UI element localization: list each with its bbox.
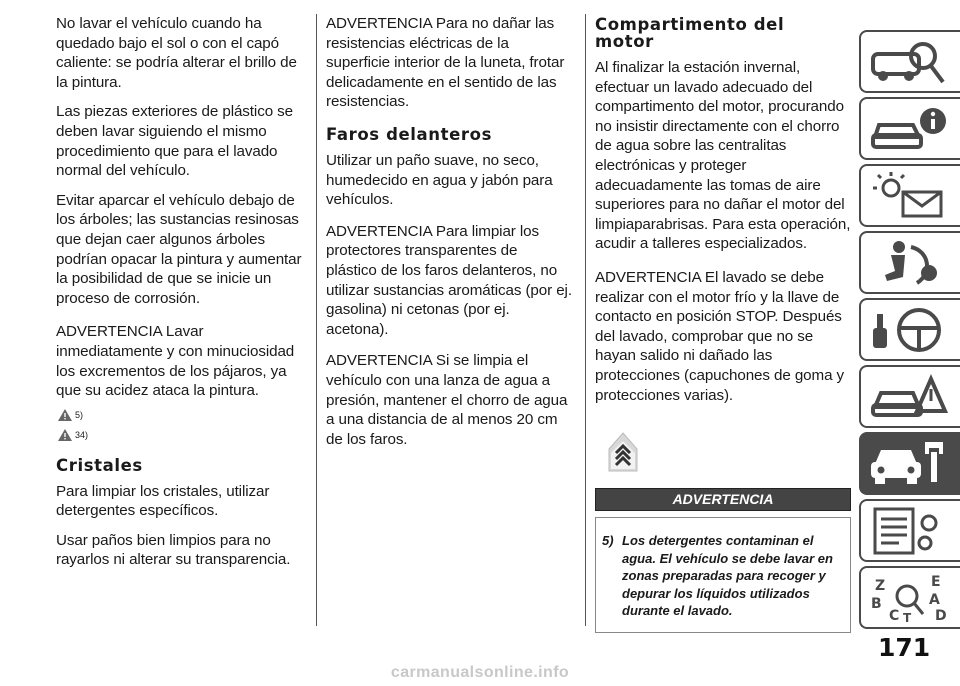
index-letter: E	[931, 574, 941, 590]
column-2	[326, 14, 572, 459]
warning-triangle-icon	[58, 409, 72, 421]
paragraph: Las piezas exteriores de plástico se deben lavar siguiendo el mismo procedimiento que para el lavado normal del vehículo.	[56, 103, 293, 180]
airbag-safety-icon	[869, 237, 949, 289]
warning-note-number: 5)	[602, 533, 614, 549]
car-info-icon	[869, 103, 949, 155]
section-heading: Cristales	[56, 455, 143, 475]
index-letter: B	[871, 596, 882, 612]
tab-alphabetical-index[interactable]	[859, 566, 960, 629]
warning-title-bar: ADVERTENCIA	[595, 488, 851, 511]
paragraph: ADVERTENCIA El lavado se debe realizar con el motor frío y la llave de contacto en posición STOP. Después del lavado, comprobar que no se hayan salido ni dañado las protecciones (capuchones de goma y protecciones varias).	[595, 268, 845, 404]
watermark: carmanualsonline.info	[390, 664, 570, 681]
column-3	[595, 14, 851, 633]
page-number: 171	[878, 633, 931, 662]
paragraph: Al finalizar la estación invernal, efectuar un lavado adecuado del compartimento del motor, procurando no insistir directamente con el chorro de agua sobre las centralitas electrónicas y proteger adecuadamente las tomas de aire superiores para no dañar el motor del limpiaparabrisas. Para esta operación, acudir a talleres especializados.	[595, 59, 851, 253]
section-heading: Faros delanteros	[326, 124, 492, 144]
tab-warning-lights[interactable]	[859, 164, 960, 227]
paragraph: Para limpiar los cristales, utilizar detergentes específicos.	[56, 482, 270, 520]
paragraph: ADVERTENCIA Para limpiar los protectores transparentes de plástico de los faros delanteros, no utilizar sustancias aromáticas (por ej. gasolina) ni cetonas (por ej. acetona).	[326, 222, 572, 338]
reference-number: 34)	[75, 429, 89, 440]
tab-safety[interactable]	[859, 231, 960, 294]
steering-wheel-icon	[869, 304, 949, 356]
car-search-icon	[869, 36, 949, 88]
index-letter: A	[929, 592, 940, 608]
paragraph: Usar paños bien limpios para no rayarlos ni alterar su transparencia.	[56, 531, 291, 569]
index-letter: C	[889, 608, 900, 624]
warning-note-text: Los detergentes contaminan el agua. El vehículo se debe lavar en zonas preparadas para recoger y depurar los líquidos utilizados durante el lavado.	[622, 533, 833, 619]
paragraph: Evitar aparcar el vehículo debajo de los árboles; las sustancias resinosas que dejan caer algunos árboles podrían opacar la pintura y aumentar la posibilidad de que se inicie un proceso de corrosión.	[56, 191, 302, 307]
tab-maintenance[interactable]	[859, 432, 960, 495]
note-reference[interactable]	[58, 427, 306, 443]
note-reference[interactable]	[58, 407, 306, 423]
index-letter: Z	[875, 578, 886, 594]
column-divider-left	[316, 14, 317, 626]
paragraph: ADVERTENCIA Para no dañar las resistencias eléctricas de la superficie interior de la luneta, frotar delicadamente en el sentido de las resistencias.	[326, 15, 565, 111]
column-divider-right	[585, 14, 586, 626]
paragraph: Utilizar un paño suave, no seco, humedecido en agua y jabón para vehículos.	[326, 151, 553, 209]
tab-dashboard-info[interactable]	[859, 97, 960, 160]
warning-triangle-icon	[58, 429, 72, 441]
paragraph: ADVERTENCIA Lavar inmediatamente y con minuciosidad los excrementos de los pájaros, ya que su acidez ataca la pintura.	[56, 323, 295, 400]
tab-starting-driving[interactable]	[859, 298, 960, 361]
column-1	[56, 14, 306, 580]
paragraph: ADVERTENCIA Si se limpia el vehículo con una lanza de agua a presión, mantener el chorro de agua a una distancia de al menos 20 cm de los faros.	[326, 352, 568, 448]
warning-light-icon	[869, 170, 949, 222]
warning-block	[595, 431, 851, 633]
warning-note	[595, 517, 851, 633]
reference-number: 5)	[75, 409, 84, 420]
index-letter: T	[903, 611, 912, 624]
chapter-tabs	[859, 30, 960, 633]
tab-emergency[interactable]	[859, 365, 960, 428]
technical-data-icon	[869, 505, 949, 557]
slippery-road-icon	[603, 431, 643, 475]
index-letter: D	[935, 608, 947, 624]
paragraph: No lavar el vehículo cuando ha quedado bajo el sol o con el capó caliente: se podría alterar el brillo de la pintura.	[56, 15, 297, 91]
tab-knowing-car[interactable]	[859, 30, 960, 93]
tab-technical-data[interactable]	[859, 499, 960, 562]
alphabetical-index-icon	[869, 572, 949, 624]
car-maintenance-icon	[869, 438, 949, 490]
section-heading: Compartimento del motor	[595, 15, 785, 51]
road-emergency-icon	[869, 371, 949, 423]
